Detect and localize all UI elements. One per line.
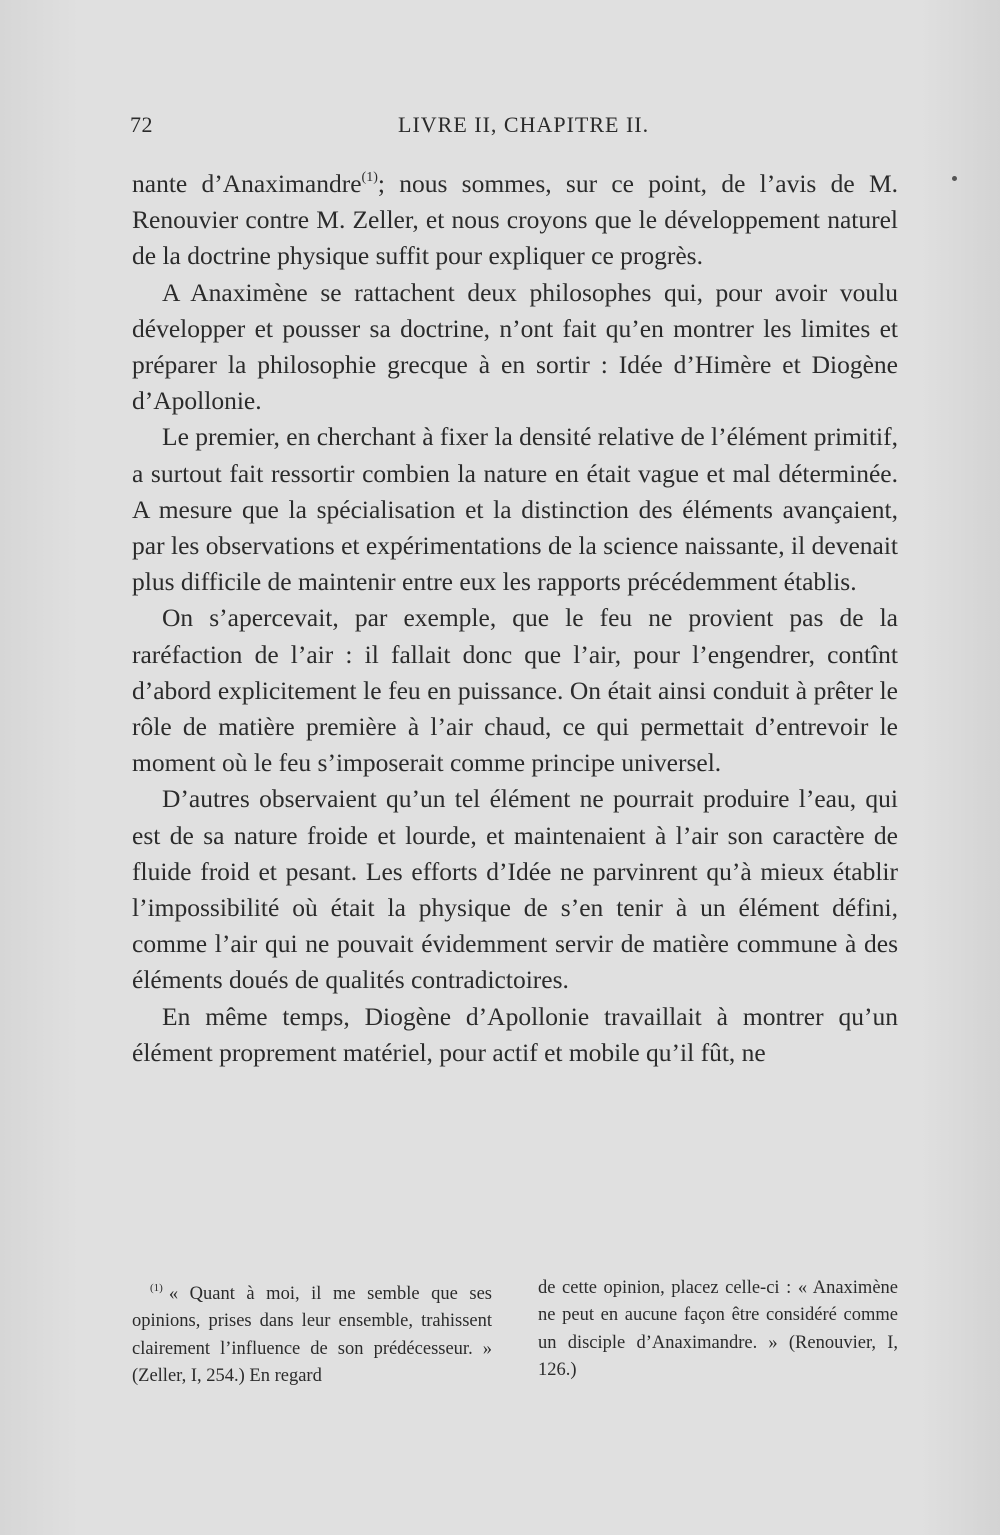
footnote-reference: (1) — [361, 170, 378, 185]
footnotes — [132, 1275, 898, 1390]
page-number: 72 — [130, 112, 153, 137]
footnote-right-text: de cette opinion, placez celle-ci : « Anaximène ne peut en aucune façon être considéré comme un disciple d’Anaximandre. » (Renouvier, I, 126.) — [538, 1278, 898, 1380]
paragraph-4: On s’apercevait, par exemple, que le feu ne provient pas de la raréfaction de l’air : il fallait donc que l’air, pour l’engendrer, contînt d’abord explicitement le feu en puissance. On était ainsi conduit à prêter le rôle de matière première à l’air chaud, ce qui permettait d’entrevoir le moment où le feu s’imposerait comme principe universel. — [132, 603, 898, 778]
footnote-column-left — [132, 1275, 492, 1390]
paragraph-1 — [132, 160, 898, 275]
footnote-left-body: « Quant à moi, il me semble que ses opinions, prises dans leur ensemble, trahissent clairement l’influence de son prédécesseur. » (Zeller, I, 254.) En regard — [132, 1284, 492, 1386]
running-head: LIVRE II, CHAPITRE II. — [398, 112, 650, 137]
paragraph-1-start: nante d’Anaximandre — [132, 169, 362, 198]
paragraph-6: En même temps, Diogène d’Apollonie travaillait à montrer qu’un élément proprement matériel, pour actif et mobile qu’il fût, ne — [132, 1001, 898, 1067]
margin-mark — [952, 176, 957, 181]
page-header — [130, 112, 900, 146]
paragraph-5: D’autres observaient qu’un tel élément ne pourrait produire l’eau, qui est de sa nature froide et lourde, et maintenaient à l’air son caractère de fluide froid et pesant. Les efforts d’Idée ne parvinrent qu’à mieux établir l’impossibilité où était la physique de s’en tenir à un élément défini, comme l’air qui ne pouvait évidemment servir de matière commune à des éléments doués de qualités contradictoires. — [132, 784, 898, 995]
footnote-left-text — [132, 1275, 492, 1390]
paragraph-1-rest: ; nous sommes, sur ce point, de l’avis de M. Renouvier contre M. Zeller, et nous croyons que le développement naturel de la doctrine physique suffit pour expliquer ce progrès. — [132, 169, 899, 271]
footnote-marker: (1) — [150, 1282, 163, 1294]
paragraph-2: A Anaximène se rattachent deux philosophes qui, pour avoir voulu développer et pousser sa doctrine, n’ont fait qu’en montrer les limites et préparer la philosophie grecque à en sortir : Idée d’Himère et Diogène d’Apollonie. — [132, 277, 898, 416]
paragraph-3: Le premier, en cherchant à fixer la densité relative de l’élément primitif, a surtout fait ressortir combien la nature en était vague et mal déterminée. A mesure que la spécialisation et la distinction des éléments avançaient, par les observations et expérimentations de la science naissante, il devenait plus difficile de maintenir entre eux les rapports précédemment établis. — [132, 422, 899, 597]
main-text — [132, 160, 898, 1071]
footnote-column-right — [538, 1275, 898, 1390]
